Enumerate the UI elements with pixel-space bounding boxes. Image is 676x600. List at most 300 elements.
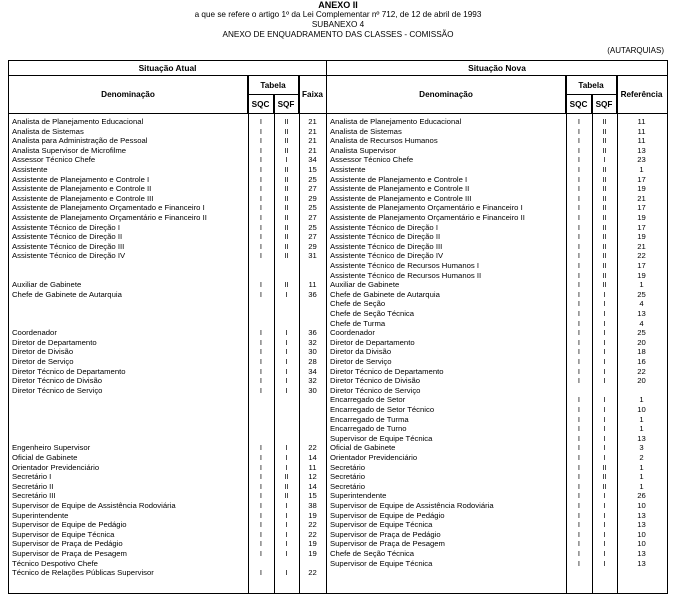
row-faixa: 27 xyxy=(308,184,317,194)
row-name: Analista de Planejamento Educacional xyxy=(12,117,144,126)
row-sqf: I xyxy=(603,539,606,549)
row-referencia: 25 xyxy=(637,289,646,299)
row-sqc: I xyxy=(259,337,263,347)
row-faixa: 36 xyxy=(308,289,317,299)
row-sqf: II xyxy=(284,241,289,251)
row-name: Superintendente xyxy=(12,510,69,520)
row-sqc: I xyxy=(577,213,581,222)
row-sqf: II xyxy=(602,270,607,280)
row-referencia: 13 xyxy=(637,309,646,318)
row-sqf: I xyxy=(285,520,288,530)
row-sqf: II xyxy=(284,126,289,136)
row-sqf: I xyxy=(603,366,606,376)
row-referencia: 10 xyxy=(637,405,646,414)
row-name: Chefe de Gabinete de Autarquia xyxy=(12,289,122,299)
row-name: Supervisor de Equipe Técnica xyxy=(330,558,433,568)
row-sqc: I xyxy=(577,376,581,386)
row-sqc: I xyxy=(577,174,581,184)
row-faixa: 30 xyxy=(308,385,317,395)
row-sqc: I xyxy=(577,318,581,328)
law-reference: a que se refere o artigo 1º da Lei Complementar nº 712, de 12 de abril de 1993 xyxy=(194,10,482,19)
row-sqf: I xyxy=(285,462,288,472)
row-sqc: I xyxy=(577,289,581,299)
row-faixa: 15 xyxy=(308,491,317,501)
row-sqf: II xyxy=(602,213,607,222)
col-sqf-label: SQF xyxy=(595,99,613,109)
document-header xyxy=(0,0,676,40)
row-sqf: II xyxy=(602,481,607,491)
row-referencia: 3 xyxy=(639,443,644,453)
row-name: Assistente de Planejamento e Controle II xyxy=(330,184,470,194)
row-referencia: 22 xyxy=(637,251,646,261)
row-sqf: I xyxy=(603,510,606,520)
row-referencia: 21 xyxy=(637,193,646,203)
row-sqf: II xyxy=(602,222,607,232)
row-name: Chefe de Seção Técnica xyxy=(330,309,415,318)
row-sqc: I xyxy=(259,136,263,146)
row-name: Assessor Técnico Chefe xyxy=(12,155,96,165)
row-sqf: II xyxy=(284,222,289,232)
row-name: Diretor de Serviço xyxy=(330,357,392,366)
row-name: Supervisor de Equipe de Pedágio xyxy=(12,520,127,530)
col-tabela-label: Tabela xyxy=(566,76,616,95)
row-sqc: I xyxy=(259,232,263,242)
row-referencia: 17 xyxy=(637,261,646,270)
row-sqc: I xyxy=(577,136,581,146)
row-name: Supervisor de Praça de Pedágio xyxy=(12,539,123,549)
row-sqf: I xyxy=(603,520,606,530)
row-faixa xyxy=(299,559,326,569)
row-sqc: I xyxy=(259,222,263,232)
row-referencia: 1 xyxy=(639,280,644,290)
row-sqf: II xyxy=(602,203,607,213)
row-sqc: I xyxy=(577,251,581,261)
annex-title: ANEXO II xyxy=(318,0,358,10)
row-name: Analista de Sistemas xyxy=(330,126,402,136)
current-situation-heading: Situação Atual xyxy=(9,61,326,76)
row-sqc: I xyxy=(577,232,581,242)
col-referencia xyxy=(617,76,666,113)
row-sqc: I xyxy=(577,549,581,558)
row-name: Oficial de Gabinete xyxy=(12,453,78,462)
row-sqf: II xyxy=(602,241,607,251)
row-referencia: 20 xyxy=(637,376,646,386)
row-sqf: I xyxy=(285,328,288,338)
row-sqf: I xyxy=(285,453,288,462)
row-referencia: 13 xyxy=(637,510,646,520)
row-sqf: II xyxy=(284,117,289,126)
row-faixa: 21 xyxy=(308,126,317,136)
row-sqf: I xyxy=(285,289,288,299)
row-sqf: II xyxy=(602,126,607,136)
row-sqc: I xyxy=(259,366,263,376)
row-name: Diretor de Divisão xyxy=(12,347,74,357)
row-faixa: 29 xyxy=(308,241,317,251)
row-sqc: I xyxy=(259,328,263,338)
row-sqc: I xyxy=(259,155,263,165)
row-sqc: I xyxy=(259,241,263,251)
row-name: Secretário xyxy=(330,481,366,491)
row-sqf: II xyxy=(284,165,289,174)
row-sqc: I xyxy=(577,280,581,290)
row-faixa: 22 xyxy=(308,529,317,539)
row-sqc: I xyxy=(577,414,581,424)
row-sqf: II xyxy=(284,193,289,203)
row-name: Secretário III xyxy=(12,491,56,501)
row-sqc: I xyxy=(259,145,263,155)
row-sqf: I xyxy=(603,433,606,443)
row-sqf: II xyxy=(284,174,289,184)
row-sqc: I xyxy=(259,443,263,453)
row-sqf: I xyxy=(603,347,606,357)
row-sqf: II xyxy=(602,117,607,126)
row-sqf: I xyxy=(285,155,288,165)
row-sqc: I xyxy=(577,453,581,462)
row-name: Diretor Técnico de Departamento xyxy=(12,366,126,376)
row-sqf: II xyxy=(602,136,607,146)
row-sqc: I xyxy=(577,501,581,510)
row-name: Assistente Técnico de Recursos Humanos I xyxy=(330,261,479,270)
row-sqf: I xyxy=(603,357,606,366)
row-referencia: 1 xyxy=(639,481,644,491)
row-sqc: I xyxy=(259,357,263,366)
row-faixa: 22 xyxy=(308,568,317,578)
row-name: Diretor Técnico de Departamento xyxy=(330,366,444,376)
row-sqf: I xyxy=(285,510,288,520)
row-sqf: I xyxy=(285,337,288,347)
row-name: Assistente de Planejamento Orçamentário e Financeiro II xyxy=(330,213,525,222)
row-sqc: I xyxy=(577,366,581,376)
col-sqc-label: SQC xyxy=(248,95,274,113)
row-faixa: 11 xyxy=(308,280,317,290)
row-sqc: I xyxy=(577,481,581,491)
row-name: Analista de Planejamento Educacional xyxy=(330,117,462,126)
row-sqf: II xyxy=(284,472,289,482)
row-name: Diretor da Divisão xyxy=(330,347,392,357)
row-sqc: I xyxy=(259,193,263,203)
row-name: Assistente de Planejamento e Controle I xyxy=(330,174,468,184)
row-referencia: 22 xyxy=(637,366,646,376)
row-faixa: 32 xyxy=(308,337,317,347)
row-name: Assistente de Planejamento Orçamentado e Financeiro I xyxy=(12,203,205,213)
row-faixa: 34 xyxy=(308,366,317,376)
row-sqc: I xyxy=(259,568,263,578)
row-sqf: I xyxy=(285,357,288,366)
col-referencia-label: Referência xyxy=(620,90,663,99)
row-sqf: I xyxy=(603,558,606,568)
row-sqc: I xyxy=(577,155,581,165)
row-name: Assistente Técnico de Recursos Humanos II xyxy=(330,270,482,280)
row-sqc: I xyxy=(259,539,263,549)
row-referencia: 21 xyxy=(637,241,646,251)
row-sqc: I xyxy=(577,558,581,568)
row-name: Analista Supervisor de Microfilme xyxy=(12,145,127,155)
row-sqc: I xyxy=(577,299,581,309)
row-sqc: I xyxy=(259,184,263,194)
row-sqf: I xyxy=(285,539,288,549)
current-situation-panel xyxy=(9,61,327,593)
row-name: Assistente Técnico de Direção II xyxy=(12,232,123,242)
row-sqf: I xyxy=(603,453,606,462)
classification-table xyxy=(8,60,668,594)
row-name: Superintendente xyxy=(330,491,387,501)
row-referencia: 1 xyxy=(639,395,644,405)
col-faixa xyxy=(299,76,326,113)
row-name: Orientador Previdenciário xyxy=(330,453,418,462)
new-column-headers xyxy=(327,76,667,114)
row-referencia: 1 xyxy=(639,462,644,472)
row-faixa: 15 xyxy=(308,165,317,174)
row-sqc: I xyxy=(259,529,263,539)
row-referencia: 26 xyxy=(637,491,646,501)
row-sqf: I xyxy=(603,376,606,386)
row-referencia: 19 xyxy=(637,213,646,222)
row-sqc: I xyxy=(259,213,263,222)
row-sqf: II xyxy=(602,174,607,184)
row-name: Assistente xyxy=(330,165,366,174)
row-sqc: I xyxy=(259,491,263,501)
row-sqf: II xyxy=(602,472,607,482)
row-sqc: I xyxy=(577,145,581,155)
row-sqc: I xyxy=(577,405,581,414)
row-name: Chefe de Gabinete de Autarquia xyxy=(330,289,440,299)
row-referencia: 18 xyxy=(637,347,646,357)
row-sqc xyxy=(566,386,592,396)
col-faixa-label: Faixa xyxy=(302,90,323,99)
row-sqf: I xyxy=(285,347,288,357)
row-faixa: 27 xyxy=(308,213,317,222)
row-sqc: I xyxy=(259,385,263,395)
row-sqf: I xyxy=(603,309,606,318)
row-sqf: II xyxy=(602,165,607,174)
row-name: Orientador Previdenciário xyxy=(12,462,100,472)
row-faixa: 31 xyxy=(308,251,317,261)
row-name: Assistente de Planejamento e Controle I xyxy=(12,174,150,184)
col-tabela-label: Tabela xyxy=(248,76,298,95)
row-name: Chefe de Turma xyxy=(330,318,386,328)
row-sqc: I xyxy=(577,203,581,213)
col-denominacao xyxy=(327,76,566,113)
row-sqc: I xyxy=(577,193,581,203)
row-faixa: 12 xyxy=(308,472,317,482)
row-name: Chefe de Seção xyxy=(330,299,386,309)
row-referencia: 11 xyxy=(637,126,646,136)
autarquias-label: (AUTARQUIAS) xyxy=(607,46,664,55)
row-referencia: 23 xyxy=(637,155,646,165)
row-name: Encarregado de Turno xyxy=(330,424,407,434)
row-faixa: 27 xyxy=(308,232,317,242)
col-sqc-label: SQC xyxy=(566,95,592,113)
row-sqf: II xyxy=(602,251,607,261)
row-sqc xyxy=(248,559,274,569)
row-sqc: I xyxy=(577,510,581,520)
row-name: Analista de Sistemas xyxy=(12,126,84,136)
row-sqc: I xyxy=(577,261,581,270)
row-name: Diretor Técnico de Divisão xyxy=(330,376,421,386)
row-sqf: I xyxy=(285,568,288,578)
row-sqc: I xyxy=(577,424,581,434)
row-faixa: 30 xyxy=(308,347,317,357)
row-faixa: 11 xyxy=(308,462,317,472)
row-sqf: II xyxy=(284,481,289,491)
row-faixa: 32 xyxy=(308,376,317,386)
row-sqc: I xyxy=(577,491,581,501)
row-sqc: I xyxy=(577,357,581,366)
row-name: Analista para Administração de Pessoal xyxy=(12,136,148,146)
row-sqc: I xyxy=(577,222,581,232)
row-faixa: 21 xyxy=(308,145,317,155)
row-sqf: II xyxy=(284,491,289,501)
row-sqf: II xyxy=(284,203,289,213)
current-rows xyxy=(9,117,326,593)
row-referencia: 25 xyxy=(637,328,646,338)
col-denominacao xyxy=(9,76,248,113)
row-name: Analista Supervisor xyxy=(330,145,397,155)
row-referencia: 13 xyxy=(637,549,646,558)
row-sqf: II xyxy=(602,462,607,472)
row-sqc: I xyxy=(577,241,581,251)
current-column-headers xyxy=(9,76,326,114)
row-sqf: I xyxy=(603,414,606,424)
row-sqf: II xyxy=(284,251,289,261)
row-sqf: I xyxy=(603,328,606,338)
row-name: Supervisor de Equipe de Pedágio xyxy=(330,510,445,520)
row-name: Encarregado de Turma xyxy=(330,414,409,424)
col-denominacao-label: Denominação xyxy=(419,90,473,99)
row-name: Supervisor de Praça de Pedágio xyxy=(330,529,441,539)
row-faixa: 36 xyxy=(308,328,317,338)
row-name: Assistente de Planejamento e Controle II xyxy=(12,184,152,194)
row-sqc: I xyxy=(259,520,263,530)
row-name: Assistente Técnico de Direção IV xyxy=(330,251,444,261)
row-name: Coordenador xyxy=(12,328,57,338)
row-sqf: I xyxy=(603,443,606,453)
row-sqc: I xyxy=(259,472,263,482)
row-sqc: I xyxy=(577,184,581,194)
row-name: Assistente Técnico de Direção III xyxy=(12,241,125,251)
row-sqc: I xyxy=(259,117,263,126)
row-sqf: II xyxy=(602,261,607,270)
row-name: Encarregado de Setor Técnico xyxy=(330,405,435,414)
row-referencia: 19 xyxy=(637,270,646,280)
row-sqc: I xyxy=(577,539,581,549)
row-sqf: II xyxy=(284,145,289,155)
row-sqc: I xyxy=(577,520,581,530)
row-faixa: 21 xyxy=(308,117,317,126)
row-faixa: 25 xyxy=(308,222,317,232)
row-name: Diretor Técnico de Serviço xyxy=(330,385,421,395)
row-name: Coordenador xyxy=(330,328,375,338)
row-sqf: II xyxy=(602,145,607,155)
row-referencia: 19 xyxy=(637,232,646,242)
row-sqf: II xyxy=(602,193,607,203)
row-referencia: 10 xyxy=(637,529,646,539)
row-sqf: I xyxy=(603,405,606,414)
row-sqf: II xyxy=(284,280,289,290)
row-sqf: I xyxy=(285,385,288,395)
row-faixa: 25 xyxy=(308,174,317,184)
row-faixa: 21 xyxy=(308,136,317,146)
row-sqf: I xyxy=(603,491,606,501)
row-sqf xyxy=(592,386,617,396)
row-sqc: I xyxy=(259,453,263,462)
row-sqf: I xyxy=(285,529,288,539)
row-name: Diretor Técnico de Serviço xyxy=(12,385,103,395)
row-sqf: I xyxy=(603,549,606,558)
row-name: Assistente Técnico de Direção I xyxy=(12,222,120,232)
row-sqf xyxy=(274,559,299,569)
row-name: Analista de Recursos Humanos xyxy=(330,136,438,146)
row-name: Técnico Despotivo Chefe xyxy=(12,558,98,568)
row-sqc: I xyxy=(259,174,263,184)
row-name: Oficial de Gabinete xyxy=(330,443,396,453)
row-name: Supervisor de Praça de Pesagem xyxy=(330,539,445,549)
row-referencia: 17 xyxy=(637,222,646,232)
row-sqf: I xyxy=(285,376,288,386)
row-name: Secretário I xyxy=(12,472,52,482)
row-referencia: 13 xyxy=(637,145,646,155)
row-name: Engenheiro Supervisor xyxy=(12,443,91,453)
row-sqf: I xyxy=(285,501,288,510)
row-sqf: I xyxy=(603,289,606,299)
row-referencia: 17 xyxy=(637,174,646,184)
row-sqf: II xyxy=(602,280,607,290)
row-sqc: I xyxy=(259,203,263,213)
row-sqc: I xyxy=(577,462,581,472)
row-sqc: I xyxy=(259,126,263,136)
row-referencia: 10 xyxy=(637,539,646,549)
row-sqf: I xyxy=(603,299,606,309)
row-sqf: I xyxy=(285,366,288,376)
row-name: Diretor de Serviço xyxy=(12,357,74,366)
row-name: Supervisor de Equipe Técnica xyxy=(330,520,433,530)
row-sqc: I xyxy=(577,443,581,453)
row-name: Supervisor de Equipe Técnica xyxy=(12,529,115,539)
row-sqf: I xyxy=(603,337,606,347)
row-name: Supervisor de Equipe Técnica xyxy=(330,433,433,443)
row-sqf: I xyxy=(285,549,288,558)
row-referencia: 4 xyxy=(639,318,644,328)
row-referencia: 16 xyxy=(637,357,646,366)
row-referencia: 10 xyxy=(637,501,646,510)
row-name: Auxiliar de Gabinete xyxy=(12,280,82,290)
row-name: Assistente de Planejamento Orçamentário e Financeiro I xyxy=(330,203,523,213)
row-sqf: I xyxy=(603,318,606,328)
new-rows xyxy=(327,117,667,593)
row-name: Assistente de Planejamento e Controle III xyxy=(12,193,154,203)
row-faixa: 28 xyxy=(308,357,317,366)
row-sqc: I xyxy=(577,165,581,174)
row-sqc: I xyxy=(259,251,263,261)
row-faixa: 14 xyxy=(308,453,317,462)
row-faixa: 34 xyxy=(308,155,317,165)
row-sqc: I xyxy=(259,280,263,290)
annex-subtitle: ANEXO DE ENQUADRAMENTO DAS CLASSES - COMISSÃO xyxy=(222,30,454,39)
row-sqc: I xyxy=(259,289,263,299)
row-faixa: 14 xyxy=(308,481,317,491)
row-sqc: I xyxy=(259,510,263,520)
row-referencia: 11 xyxy=(637,136,646,146)
row-referencia: 17 xyxy=(637,203,646,213)
row-sqc: I xyxy=(577,270,581,280)
row-name: Secretário xyxy=(330,472,366,482)
row-referencia: 13 xyxy=(637,520,646,530)
row-referencia: 11 xyxy=(637,117,646,126)
row-sqf: II xyxy=(284,213,289,222)
row-sqc: I xyxy=(259,376,263,386)
row-faixa: 25 xyxy=(308,203,317,213)
row-name: Auxiliar de Gabinete xyxy=(330,280,400,290)
